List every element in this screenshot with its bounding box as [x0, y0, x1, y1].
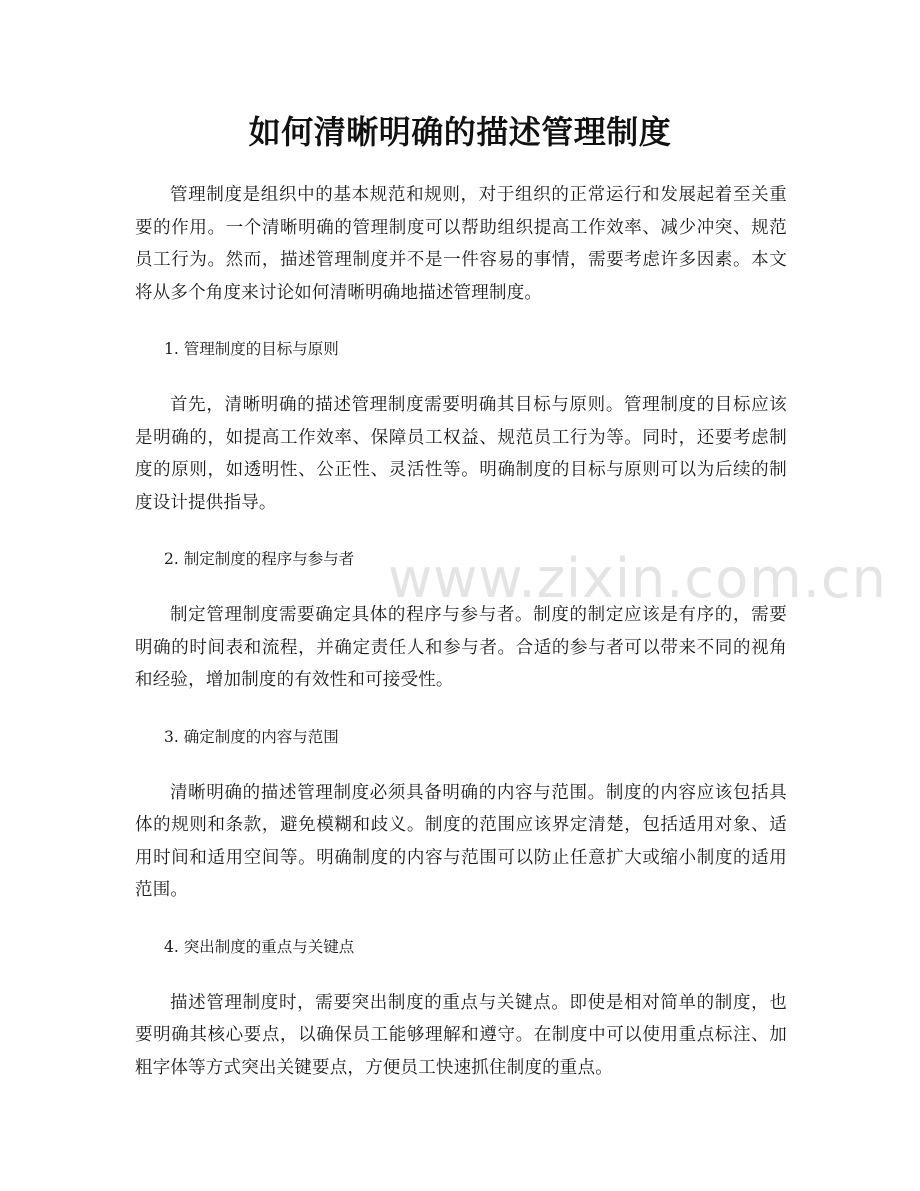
intro-paragraph: 管理制度是组织中的基本规范和规则，对于组织的正常运行和发展起着至关重要的作用。一个清晰明确的管理制度可以帮助组织提高工作效率、减少冲突、规范员工行为。然而，描述管理制度并不是一件容易的事情，需要考虑许多因素。本文将从多个角度来讨论如何清晰明确地描述管理制度。 — [135, 185, 787, 303]
watermark-text: www.zixin.com.cn — [388, 547, 887, 610]
document-title: 如何清晰明确的描述管理制度 — [248, 113, 672, 151]
section-body-2: 制定管理制度需要确定具体的程序与参与者。制度的制定应该是有序的，需要明确的时间表和流程，并确定责任人和参与者。合适的参与者可以带来不同的视角和经验，增加制度的有效性和可接受性。 — [135, 605, 787, 690]
section-heading-2: 2. 制定制度的程序与参与者 — [164, 550, 355, 568]
section-heading-3: 3. 确定制度的内容与范围 — [164, 727, 339, 746]
document-body — [135, 179, 787, 1108]
section-heading-1: 1. 管理制度的目标与原则 — [164, 340, 339, 358]
section-body-3: 清晰明确的描述管理制度必须具备明确的内容与范围。制度的内容应该包括具体的规则和条款，避免模糊和歧义。制度的范围应该界定清楚，包括适用对象、适用时间和适用空间等。明确制度的内容与范围可以防止任意扩大或缩小制度的适用范围。 — [135, 782, 787, 900]
section-body-4: 描述管理制度时，需要突出制度的重点与关键点。即使是相对简单的制度，也要明确其核心要点，以确保员工能够理解和遵守。在制度中可以使用重点标注、加粗字体等方式突出关键要点，方便员工快速抓住制度的重点。 — [135, 992, 787, 1078]
section-heading-4: 4. 突出制度的重点与关键点 — [164, 937, 355, 956]
section-body-1: 首先，清晰明确的描述管理制度需要明确其目标与原则。管理制度的目标应该是明确的，如提高工作效率、保障员工权益、规范员工行为等。同时，还要考虑制度的原则，如透明性、公正性、灵活性等。明确制度的目标与原则可以为后续的制度设计提供指导。 — [135, 395, 787, 513]
